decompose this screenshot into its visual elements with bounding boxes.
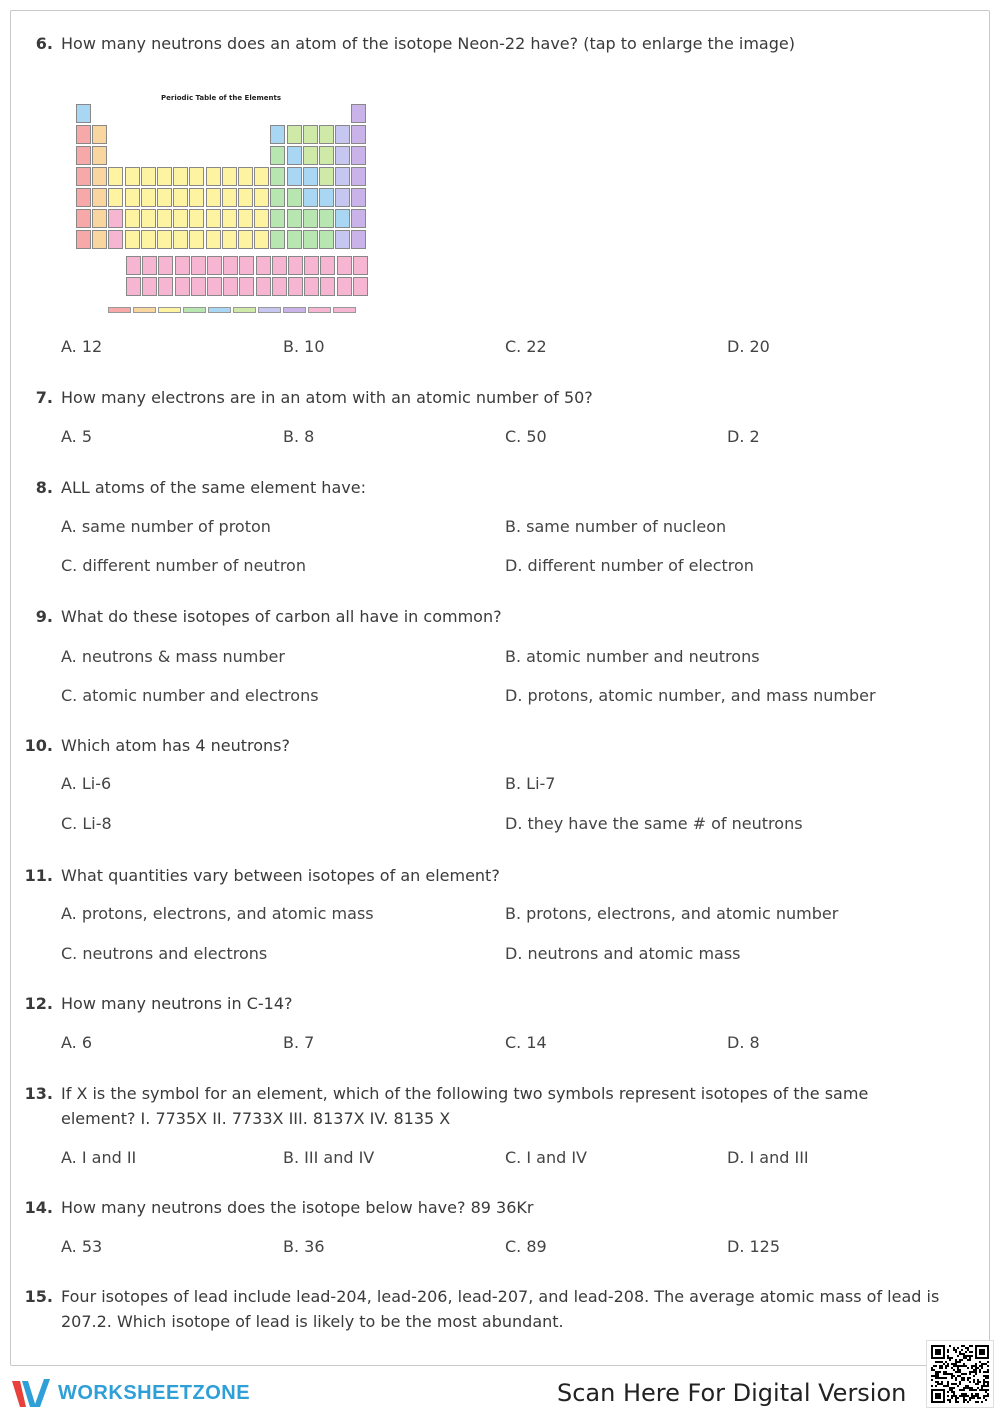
element-cell [175, 277, 190, 296]
element-cell [335, 230, 350, 249]
element-cell [320, 256, 335, 275]
question-text: How many electrons are in an atom with an atomic number of 50? [61, 388, 593, 407]
legend-swatch [333, 307, 356, 313]
legend-swatch [283, 307, 306, 313]
element-cell [76, 125, 91, 144]
element-cell [270, 125, 285, 144]
legend-swatch [158, 307, 181, 313]
element-cell [303, 125, 318, 144]
element-cell [92, 146, 107, 165]
element-cell [92, 230, 107, 249]
element-cell [76, 146, 91, 165]
element-cell [207, 277, 222, 296]
question-number: 8. [35, 478, 53, 497]
element-cell [125, 188, 140, 207]
legend-swatch [208, 307, 231, 313]
element-cell [319, 188, 334, 207]
option-a[interactable]: A. 6 [61, 1033, 93, 1052]
question-number: 12. [24, 994, 53, 1013]
element-cell [270, 188, 285, 207]
question-text: Which atom has 4 neutrons? [61, 736, 290, 755]
element-cell [158, 277, 173, 296]
element-cell [256, 256, 271, 275]
element-cell [108, 167, 123, 186]
option-d[interactable]: D. 2 [727, 427, 760, 446]
element-cell [319, 230, 334, 249]
element-cell [189, 209, 204, 228]
question-text: How many neutrons does the isotope below have? 89 36Kr [61, 1198, 534, 1217]
element-cell [287, 188, 302, 207]
element-cell [270, 167, 285, 186]
option-a[interactable]: A. I and II [61, 1148, 137, 1167]
element-cell [353, 256, 368, 275]
element-cell [191, 256, 206, 275]
element-cell [76, 104, 91, 123]
element-cell [222, 230, 237, 249]
option-d[interactable]: D. different number of electron [505, 556, 754, 575]
qr-code-icon[interactable] [926, 1340, 994, 1408]
element-cell [239, 277, 254, 296]
element-cell [222, 209, 237, 228]
element-cell [351, 188, 366, 207]
option-b[interactable]: B. 7 [283, 1033, 315, 1052]
question-number: 13. [24, 1084, 53, 1103]
brand-name: WORKSHEETZONE [58, 1382, 251, 1404]
element-cell [303, 230, 318, 249]
option-b[interactable]: B. 36 [283, 1237, 325, 1256]
element-cell [254, 188, 269, 207]
element-cell [108, 230, 123, 249]
option-b[interactable]: B. 10 [283, 337, 325, 356]
element-cell [287, 125, 302, 144]
option-a[interactable]: A. neutrons & mass number [61, 647, 285, 666]
element-cell [191, 277, 206, 296]
element-cell [207, 256, 222, 275]
element-cell [351, 125, 366, 144]
element-cell [158, 256, 173, 275]
element-cell [189, 230, 204, 249]
element-cell [287, 167, 302, 186]
question-number: 9. [35, 607, 53, 626]
question-text: ALL atoms of the same element have: [61, 478, 366, 497]
option-c[interactable]: C. 89 [505, 1237, 547, 1256]
element-cell [270, 146, 285, 165]
option-a[interactable]: A. protons, electrons, and atomic mass [61, 904, 374, 923]
question-text: If X is the symbol for an element, which of the following two symbols represent isotopes of the same element? I. 7735X II. 7733X III. 8137X IV. 8135 X [61, 1084, 869, 1128]
question-text: How many neutrons does an atom of the isotope Neon-22 have? (tap to enlarge the image) [61, 34, 795, 53]
option-c[interactable]: C. atomic number and electrons [61, 686, 319, 705]
question-number: 10. [24, 736, 53, 755]
option-c[interactable]: C. different number of neutron [61, 556, 306, 575]
option-d[interactable]: D. 8 [727, 1033, 760, 1052]
question-number: 6. [35, 34, 53, 53]
option-b[interactable]: B. Li-7 [505, 774, 556, 793]
element-cell [223, 256, 238, 275]
question-text: What quantities vary between isotopes of an element? [61, 866, 500, 885]
logo-w-icon [10, 1377, 52, 1411]
element-cell [238, 188, 253, 207]
option-a[interactable]: A. same number of proton [61, 517, 271, 536]
element-cell [238, 230, 253, 249]
question-number: 14. [24, 1198, 53, 1217]
element-cell [92, 188, 107, 207]
element-cell [335, 209, 350, 228]
option-b[interactable]: B. atomic number and neutrons [505, 647, 760, 666]
element-cell [351, 146, 366, 165]
element-cell [351, 104, 366, 123]
element-cell [126, 277, 141, 296]
element-cell [173, 209, 188, 228]
option-b[interactable]: B. protons, electrons, and atomic number [505, 904, 839, 923]
element-cell [254, 209, 269, 228]
element-cell [319, 146, 334, 165]
question-text: Four isotopes of lead include lead-204, lead-206, lead-207, and lead-208. The average atomic mass of lead is 207.2. Which isotope of lead is likely to be the most abundant. [61, 1287, 940, 1331]
question-number: 11. [24, 866, 53, 885]
element-cell [125, 230, 140, 249]
element-cell [76, 188, 91, 207]
legend-swatch [258, 307, 281, 313]
element-cell [337, 256, 352, 275]
option-a[interactable]: A. Li-6 [61, 774, 112, 793]
element-cell [303, 146, 318, 165]
element-cell [335, 125, 350, 144]
element-cell [189, 188, 204, 207]
periodic-table-title: Periodic Table of the Elements [161, 94, 281, 102]
element-cell [353, 277, 368, 296]
option-b[interactable]: B. III and IV [283, 1148, 375, 1167]
periodic-table-image[interactable] [66, 86, 376, 326]
element-cell [270, 230, 285, 249]
element-cell [206, 188, 221, 207]
element-cell [288, 277, 303, 296]
element-cell [288, 256, 303, 275]
element-cell [141, 209, 156, 228]
element-cell [351, 209, 366, 228]
element-cell [76, 167, 91, 186]
element-cell [270, 209, 285, 228]
option-b[interactable]: B. 8 [283, 427, 315, 446]
element-cell [173, 230, 188, 249]
option-d[interactable]: D. they have the same # of neutrons [505, 814, 803, 833]
element-cell [157, 188, 172, 207]
element-cell [141, 230, 156, 249]
element-cell [142, 277, 157, 296]
element-cell [206, 167, 221, 186]
element-cell [206, 209, 221, 228]
question-number: 15. [24, 1287, 53, 1306]
element-cell [319, 209, 334, 228]
element-cell [254, 167, 269, 186]
element-cell [303, 167, 318, 186]
option-d[interactable]: D. I and III [727, 1148, 809, 1167]
element-cell [238, 209, 253, 228]
legend-swatch [133, 307, 156, 313]
element-cell [222, 188, 237, 207]
question-text: What do these isotopes of carbon all have in common? [61, 607, 502, 626]
element-cell [206, 230, 221, 249]
element-cell [141, 188, 156, 207]
element-cell [335, 146, 350, 165]
option-c[interactable]: C. 50 [505, 427, 547, 446]
element-cell [304, 277, 319, 296]
element-cell [303, 209, 318, 228]
element-cell [108, 209, 123, 228]
element-cell [157, 167, 172, 186]
question-text: How many neutrons in C-14? [61, 994, 293, 1013]
option-a[interactable]: A. 12 [61, 337, 103, 356]
element-cell [238, 167, 253, 186]
element-cell [92, 125, 107, 144]
element-cell [337, 277, 352, 296]
element-cell [303, 188, 318, 207]
element-cell [92, 167, 107, 186]
element-cell [256, 277, 271, 296]
legend-swatch [233, 307, 256, 313]
element-cell [254, 230, 269, 249]
element-cell [125, 167, 140, 186]
element-cell [222, 167, 237, 186]
element-cell [304, 256, 319, 275]
element-cell [92, 209, 107, 228]
element-cell [287, 146, 302, 165]
option-b[interactable]: B. same number of nucleon [505, 517, 727, 536]
element-cell [126, 256, 141, 275]
qr-code-graphic [931, 1345, 989, 1403]
element-cell [108, 188, 123, 207]
element-cell [173, 167, 188, 186]
option-d[interactable]: D. 125 [727, 1237, 781, 1256]
element-cell [335, 188, 350, 207]
element-cell [239, 256, 254, 275]
element-cell [173, 188, 188, 207]
element-cell [175, 256, 190, 275]
element-cell [157, 230, 172, 249]
legend-swatch [108, 307, 131, 313]
element-cell [157, 209, 172, 228]
option-d[interactable]: D. 20 [727, 337, 770, 356]
element-cell [319, 167, 334, 186]
option-c[interactable]: C. 22 [505, 337, 547, 356]
element-cell [319, 125, 334, 144]
element-cell [223, 277, 238, 296]
element-cell [272, 256, 287, 275]
legend-swatch [308, 307, 331, 313]
element-cell [125, 209, 140, 228]
element-cell [351, 230, 366, 249]
element-cell [320, 277, 335, 296]
option-d[interactable]: D. neutrons and atomic mass [505, 944, 741, 963]
option-c[interactable]: C. neutrons and electrons [61, 944, 268, 963]
element-cell [272, 277, 287, 296]
option-d[interactable]: D. protons, atomic number, and mass number [505, 686, 876, 705]
element-cell [189, 167, 204, 186]
question-number: 7. [35, 388, 53, 407]
option-a[interactable]: A. 53 [61, 1237, 103, 1256]
worksheetzone-logo[interactable] [10, 1377, 260, 1411]
worksheet-page [10, 10, 990, 1366]
option-c[interactable]: C. 14 [505, 1033, 547, 1052]
element-cell [76, 230, 91, 249]
element-cell [335, 167, 350, 186]
element-cell [142, 256, 157, 275]
legend-swatch [183, 307, 206, 313]
element-cell [287, 209, 302, 228]
option-c[interactable]: C. Li-8 [61, 814, 112, 833]
element-cell [76, 209, 91, 228]
element-cell [351, 167, 366, 186]
option-a[interactable]: A. 5 [61, 427, 93, 446]
element-cell [141, 167, 156, 186]
element-cell [287, 230, 302, 249]
option-c[interactable]: C. I and IV [505, 1148, 587, 1167]
scan-text: Scan Here For Digital Version [557, 1379, 907, 1407]
